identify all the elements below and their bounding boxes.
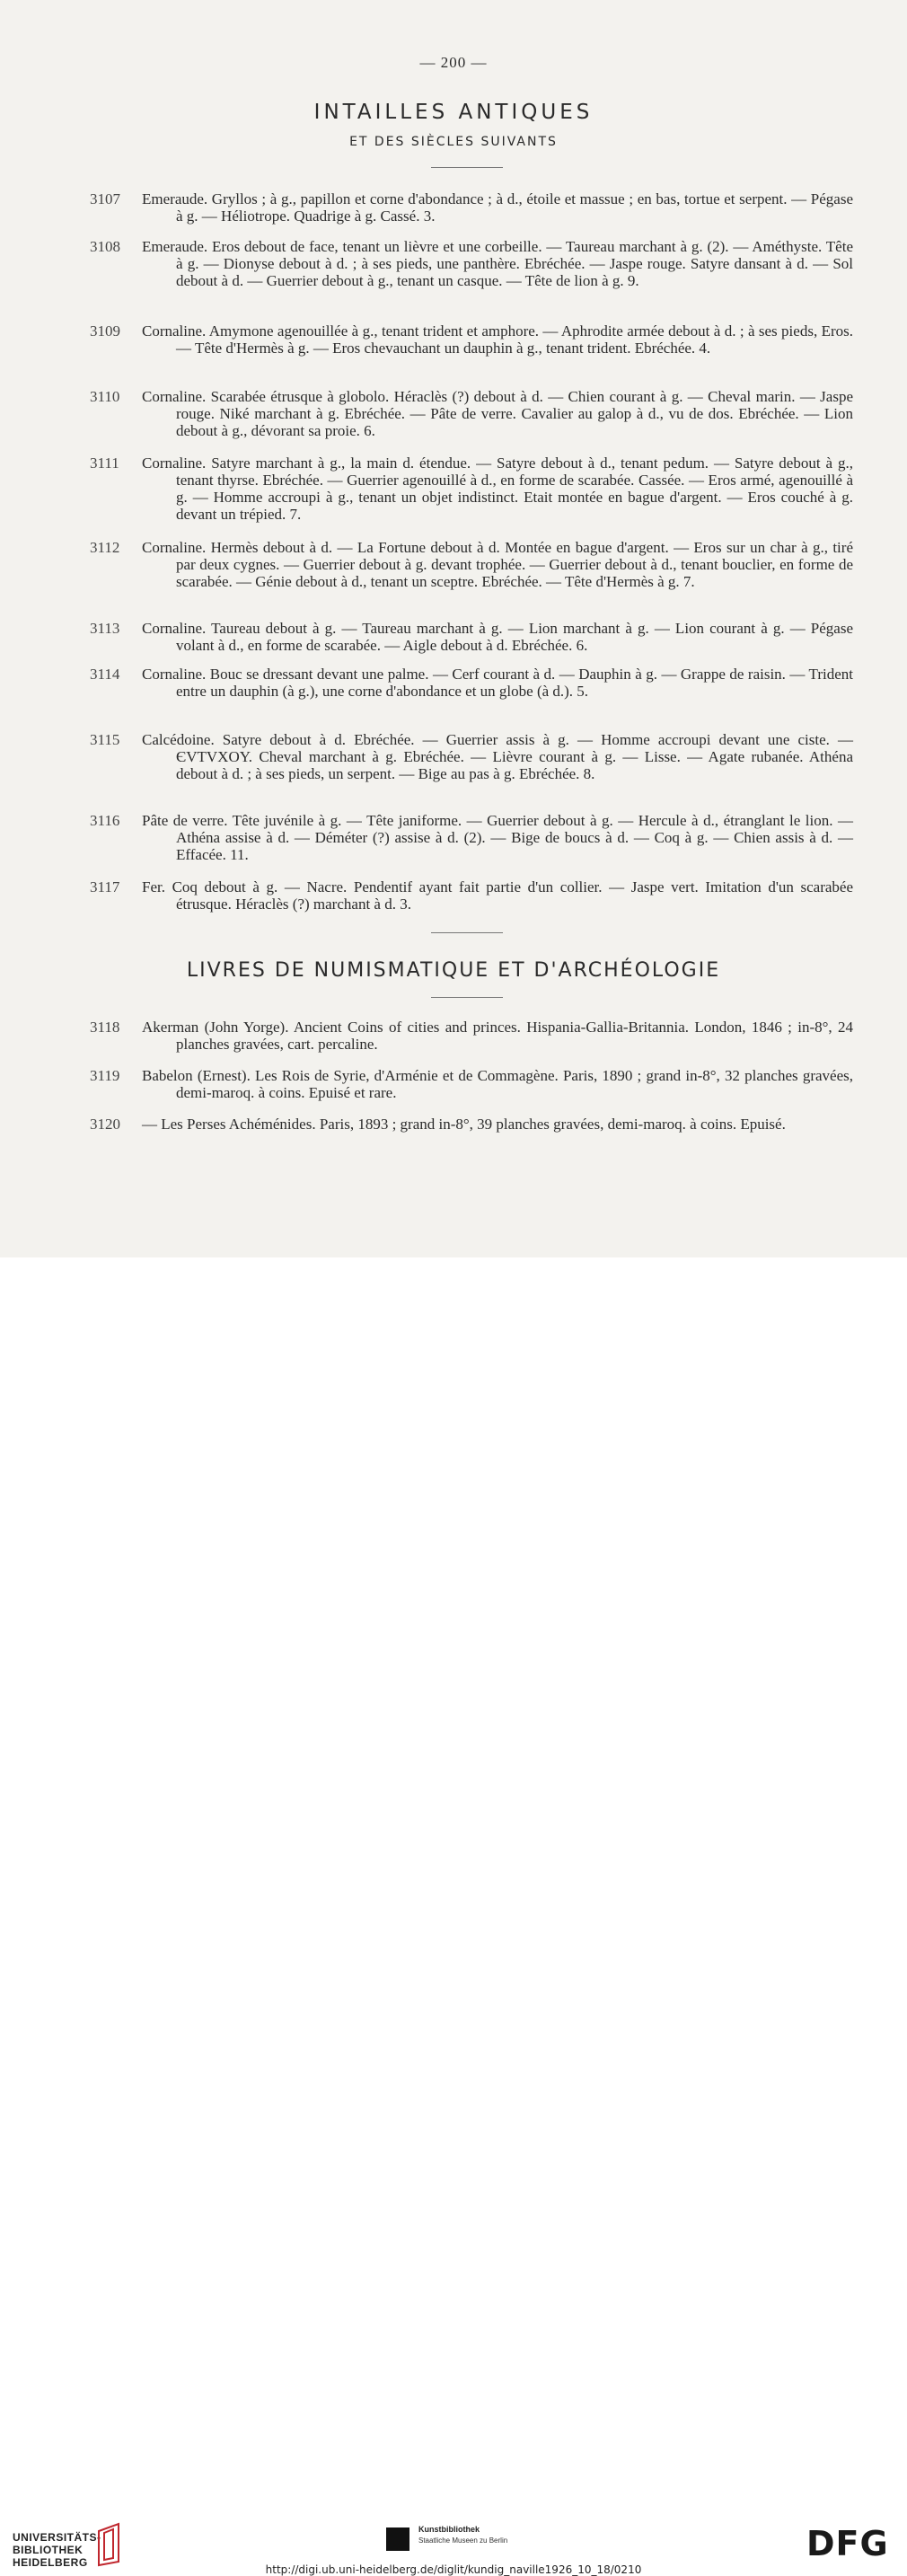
lot-entry xyxy=(90,878,853,913)
ub-logo-line: HEIDELBERG xyxy=(13,2556,88,2569)
lot-entry xyxy=(90,322,853,357)
ub-logo-line: UNIVERSITÄTS- xyxy=(13,2531,101,2544)
divider-rule xyxy=(431,932,503,933)
lot-number: 3115 xyxy=(90,731,120,748)
kunstbibliothek-icon xyxy=(386,2527,409,2551)
ub-mark-icon xyxy=(92,2522,128,2567)
dfg-logo[interactable]: DFG xyxy=(806,2524,889,2563)
lot-number: 3107 xyxy=(90,190,120,207)
section-subtitle: ET DES SIÈCLES SUIVANTS xyxy=(349,135,558,149)
lot-number: 3117 xyxy=(90,878,120,895)
divider-rule xyxy=(431,997,503,998)
permalink-url[interactable]: http://digi.ub.uni-heidelberg.de/diglit/kundig_naville1926_10_18/0210 xyxy=(265,2563,642,2576)
kunstbibliothek-name[interactable]: Kunstbibliothek xyxy=(418,2525,480,2534)
lot-entry xyxy=(90,812,853,863)
lot-entry xyxy=(90,1116,853,1133)
lot-number: 3112 xyxy=(90,539,120,556)
lot-entry xyxy=(90,1067,853,1101)
lot-description: Pâte de verre. Tête juvénile à g. — Tête janiforme. — Guerrier debout à g. — Hercule à d., étranglant le lion. — Athéna assise à d. — Déméter (?) assise à d. (2). — Bige de boucs à d. — Coq à g. — Chien assis à d. — Effacée. 11. xyxy=(142,812,853,863)
lot-description: Fer. Coq debout à g. — Nacre. Pendentif ayant fait partie d'un collier. — Jaspe vert. Imitation d'un scarabée étrusque. Héraclès (?) marchant à d. 3. xyxy=(142,878,853,913)
lot-entry xyxy=(90,454,853,523)
lot-description: Cornaline. Amymone agenouillée à g., tenant trident et amphore. — Aphrodite armée debout à d. ; à ses pieds, Eros. — Tête d'Hermès à g. — Eros chevauchant un dauphin à g., tenant trident. Ebréchée. 4. xyxy=(142,322,853,357)
lot-description: Babelon (Ernest). Les Rois de Syrie, d'Arménie et de Commagène. Paris, 1890 ; grand in-8°, 32 planches gravées, demi-maroq. à coins. Epuisé et rare. xyxy=(142,1067,853,1101)
section-title: INTAILLES ANTIQUES xyxy=(313,101,594,124)
lot-number: 3109 xyxy=(90,322,120,340)
lot-description: Cornaline. Taureau debout à g. — Taureau marchant à g. — Lion marchant à g. — Lion courant à g. — Pégase volant à d., en forme de scarabée. — Aigle debout à d. Ebréchée. 6. xyxy=(142,620,853,654)
lot-description: Emeraude. Eros debout de face, tenant un lièvre et une corbeille. — Taureau marchant à g. (2). — Améthyste. Tête à g. — Dionyse debout à d. ; à ses pieds, une panthère. Ebréchée. — Jaspe rouge. Satyre dansant à d. — Sol debout à d. — Guerrier debout à g., tenant un casque. — Tête de lion à g. 9. xyxy=(142,238,853,289)
lot-description: Cornaline. Hermès debout à d. — La Fortune debout à d. Montée en bague d'argent. — Eros sur un char à g., tiré par deux cygnes. — Guerrier debout à g. devant trophée. — Guerrier debout à d., tenant bouclier, en forme de scarabée. — Génie debout à d., tenant un sceptre. Ebréchée. — Tête d'Hermès à g. 7. xyxy=(142,539,853,590)
lot-entry xyxy=(90,388,853,439)
viewer-footer xyxy=(0,1257,907,2576)
lot-description: Cornaline. Satyre marchant à g., la main d. étendue. — Satyre debout à d., tenant pedum. — Satyre debout à g., tenant thyrse. Ebréchée. — Guerrier agenouillé à d., en forme de scarabée. Cassée. — Eros armé, agenouillé à g. — Homme accroupi à g., tenant un objet indistinct. Etait montée en bague d'argent. — Eros couché à g. devant un trépied. 7. xyxy=(142,454,853,523)
lot-number: 3118 xyxy=(90,1019,120,1036)
lot-entry xyxy=(90,731,853,782)
lot-entry xyxy=(90,539,853,590)
scanned-page xyxy=(0,0,907,1257)
page-number: — 200 — xyxy=(419,54,488,71)
lot-entry xyxy=(90,666,853,700)
section-title: LIVRES DE NUMISMATIQUE ET D'ARCHÉOLOGIE xyxy=(186,959,721,982)
ub-logo-line: BIBLIOTHEK xyxy=(13,2544,84,2556)
lot-description: Cornaline. Scarabée étrusque à globolo. Héraclès (?) debout à d. — Chien courant à g. — Cheval marin. — Jaspe rouge. Niké marchant à g. Ebréchée. — Pâte de verre. Cavalier au galop à d., vu de dos. Ebréchée. — Lion debout à g., dévorant sa proie. 6. xyxy=(142,388,853,439)
lot-number: 3110 xyxy=(90,388,120,405)
lot-number: 3116 xyxy=(90,812,120,829)
lot-description: Emeraude. Gryllos ; à g., papillon et corne d'abondance ; à d., étoile et massue ; en bas, tortue et serpent. — Pégase à g. — Héliotrope. Quadrige à g. Cassé. 3. xyxy=(142,190,853,225)
lot-number: 3120 xyxy=(90,1116,120,1133)
divider-rule xyxy=(431,167,503,168)
lot-entry xyxy=(90,1019,853,1053)
lot-number: 3119 xyxy=(90,1067,120,1084)
lot-entry xyxy=(90,190,853,225)
lot-description: Calcédoine. Satyre debout à d. Ebréchée. — Guerrier assis à g. — Homme accroupi devant une ciste. — ЄVTVXOY. Cheval marchant à g. Ebréchée. — Lièvre courant à g. — Lisse. — Agate rubanée. Athéna debout à d. ; à ses pieds, un serpent. — Bige au pas à g. Ebréchée. 8. xyxy=(142,731,853,782)
lot-description: Akerman (John Yorge). Ancient Coins of cities and princes. Hispania-Gallia-Britannia. London, 1846 ; in-8°, 24 planches gravées, cart. percaline. xyxy=(142,1019,853,1053)
lot-number: 3111 xyxy=(90,454,119,472)
lot-description: — Les Perses Achéménides. Paris, 1893 ; grand in-8°, 39 planches gravées, demi-maroq. à coins. Epuisé. xyxy=(142,1116,786,1133)
lot-entry xyxy=(90,238,853,289)
lot-number: 3113 xyxy=(90,620,120,637)
lot-number: 3108 xyxy=(90,238,120,255)
lot-entry xyxy=(90,620,853,654)
lot-description: Cornaline. Bouc se dressant devant une palme. — Cerf courant à d. — Dauphin à g. — Grappe de raisin. — Trident entre un dauphin (à g.), une corne d'abondance et un globe (à d.). 5. xyxy=(142,666,853,700)
lot-number: 3114 xyxy=(90,666,120,683)
kunstbibliothek-subtitle: Staatliche Museen zu Berlin xyxy=(418,2536,508,2545)
